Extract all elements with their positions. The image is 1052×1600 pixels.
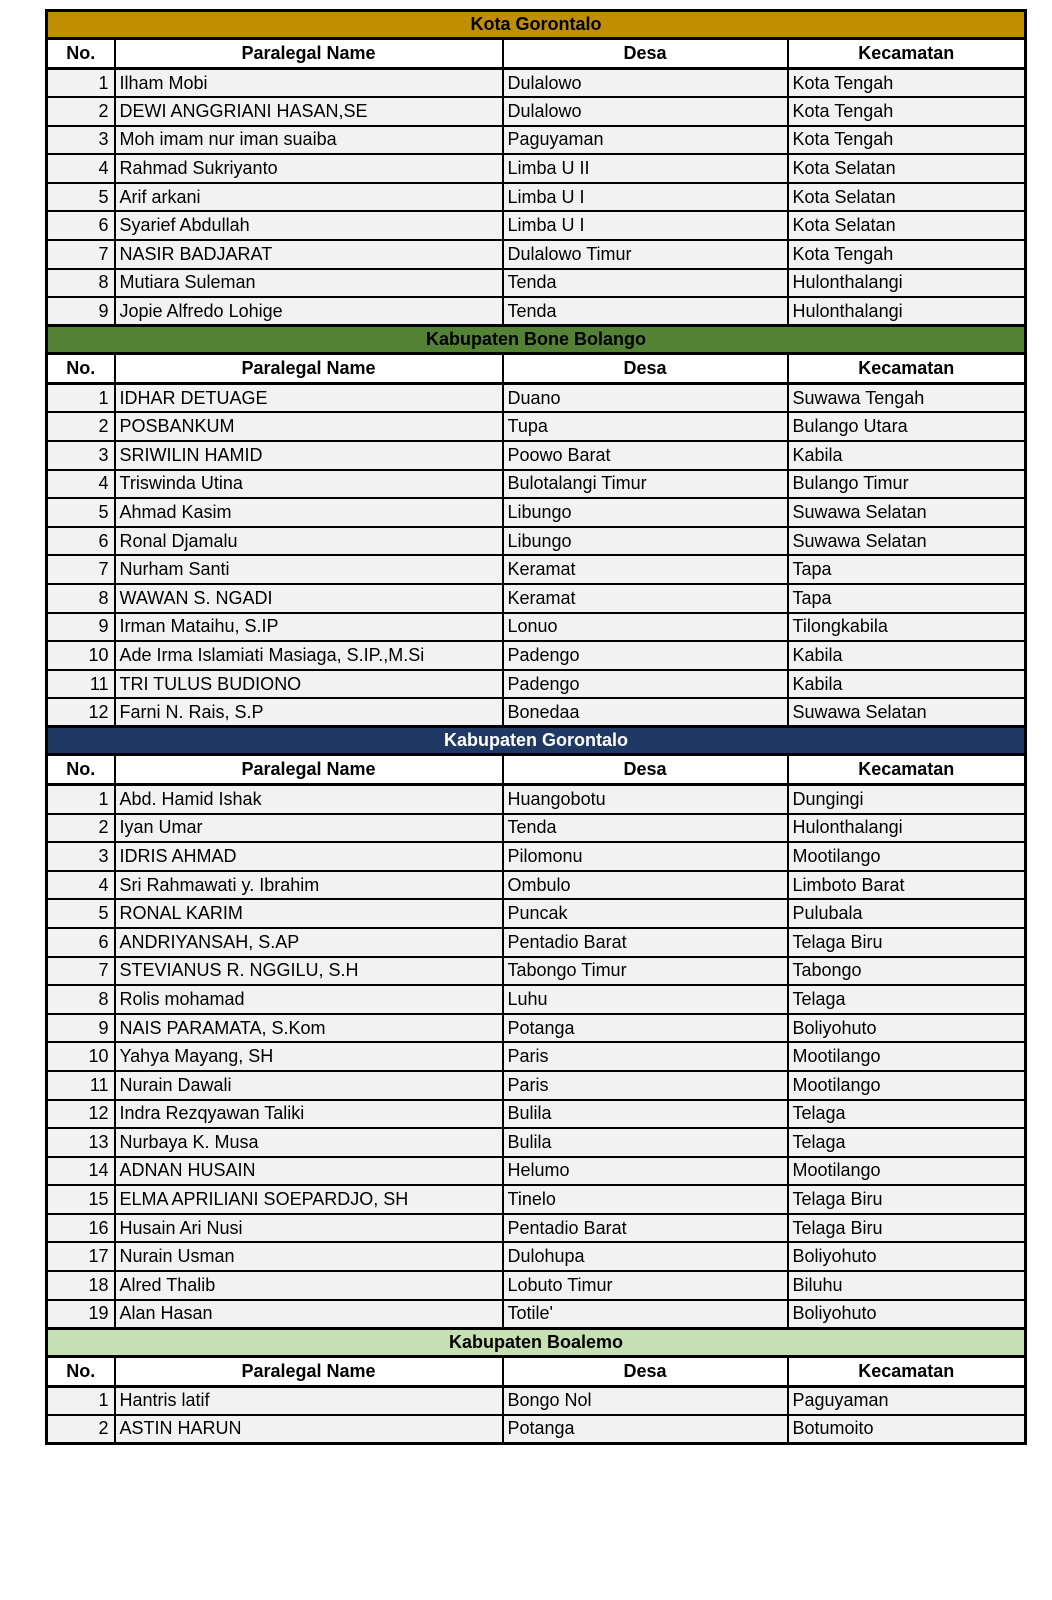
column-header-desa: Desa xyxy=(503,354,788,384)
table-row xyxy=(47,126,1026,155)
cell-paralegal-name: Syarief Abdullah xyxy=(115,211,503,240)
cell-paralegal-name: SRIWILIN HAMID xyxy=(115,441,503,470)
cell-no: 5 xyxy=(47,498,115,527)
cell-no: 13 xyxy=(47,1128,115,1157)
column-header-no: No. xyxy=(47,755,115,785)
cell-no: 16 xyxy=(47,1214,115,1243)
cell-kecamatan: Kabila xyxy=(788,641,1026,670)
cell-paralegal-name: Ahmad Kasim xyxy=(115,498,503,527)
cell-kecamatan: Tilongkabila xyxy=(788,613,1026,642)
cell-paralegal-name: Sri Rahmawati y. Ibrahim xyxy=(115,871,503,900)
table-row xyxy=(47,269,1026,298)
section-title: Kabupaten Bone Bolango xyxy=(47,326,1026,354)
cell-desa: Dulalowo Timur xyxy=(503,240,788,269)
cell-paralegal-name: Moh imam nur iman suaiba xyxy=(115,126,503,155)
cell-desa: Lobuto Timur xyxy=(503,1271,788,1300)
cell-kecamatan: Telaga xyxy=(788,985,1026,1014)
cell-desa: Libungo xyxy=(503,498,788,527)
cell-no: 2 xyxy=(47,1415,115,1444)
table-row xyxy=(47,1300,1026,1329)
cell-paralegal-name: ADNAN HUSAIN xyxy=(115,1157,503,1186)
cell-no: 4 xyxy=(47,154,115,183)
cell-no: 3 xyxy=(47,842,115,871)
cell-no: 12 xyxy=(47,1100,115,1129)
cell-paralegal-name: TRI TULUS BUDIONO xyxy=(115,670,503,699)
cell-desa: Bulotalangi Timur xyxy=(503,470,788,499)
cell-kecamatan: Kota Selatan xyxy=(788,211,1026,240)
cell-desa: Bongo Nol xyxy=(503,1386,788,1415)
cell-kecamatan: Kabila xyxy=(788,670,1026,699)
cell-kecamatan: Telaga Biru xyxy=(788,1185,1026,1214)
cell-paralegal-name: Indra Rezqyawan Taliki xyxy=(115,1100,503,1129)
cell-kecamatan: Suwawa Selatan xyxy=(788,498,1026,527)
table-row xyxy=(47,928,1026,957)
table-row xyxy=(47,154,1026,183)
column-header-no: No. xyxy=(47,39,115,69)
cell-desa: Pentadio Barat xyxy=(503,928,788,957)
cell-paralegal-name: Iyan Umar xyxy=(115,814,503,843)
cell-desa: Ombulo xyxy=(503,871,788,900)
cell-kecamatan: Bulango Timur xyxy=(788,470,1026,499)
table-row xyxy=(47,1100,1026,1129)
column-header-desa: Desa xyxy=(503,755,788,785)
cell-no: 1 xyxy=(47,69,115,98)
cell-desa: Keramat xyxy=(503,584,788,613)
table-row xyxy=(47,297,1026,326)
cell-no: 3 xyxy=(47,126,115,155)
cell-no: 2 xyxy=(47,814,115,843)
cell-desa: Limba U I xyxy=(503,211,788,240)
cell-paralegal-name: Yahya Mayang, SH xyxy=(115,1042,503,1071)
cell-no: 9 xyxy=(47,297,115,326)
cell-desa: Keramat xyxy=(503,555,788,584)
section-title: Kabupaten Gorontalo xyxy=(47,727,1026,755)
table-row xyxy=(47,1014,1026,1043)
table-row xyxy=(47,384,1026,413)
cell-no: 1 xyxy=(47,1386,115,1415)
cell-no: 4 xyxy=(47,470,115,499)
cell-kecamatan: Hulonthalangi xyxy=(788,814,1026,843)
cell-desa: Helumo xyxy=(503,1157,788,1186)
cell-kecamatan: Kota Tengah xyxy=(788,126,1026,155)
cell-kecamatan: Suwawa Selatan xyxy=(788,698,1026,727)
section-title: Kota Gorontalo xyxy=(47,11,1026,39)
cell-no: 5 xyxy=(47,899,115,928)
cell-paralegal-name: POSBANKUM xyxy=(115,412,503,441)
table-row xyxy=(47,785,1026,814)
cell-desa: Duano xyxy=(503,384,788,413)
table-row xyxy=(47,613,1026,642)
cell-desa: Pentadio Barat xyxy=(503,1214,788,1243)
cell-desa: Tinelo xyxy=(503,1185,788,1214)
cell-no: 4 xyxy=(47,871,115,900)
table-body xyxy=(47,11,1026,1444)
cell-desa: Dulohupa xyxy=(503,1242,788,1271)
table-row xyxy=(47,1386,1026,1415)
table-row xyxy=(47,1071,1026,1100)
cell-desa: Padengo xyxy=(503,641,788,670)
cell-kecamatan: Telaga xyxy=(788,1100,1026,1129)
cell-paralegal-name: Ilham Mobi xyxy=(115,69,503,98)
table-row xyxy=(47,1415,1026,1444)
cell-desa: Limba U I xyxy=(503,183,788,212)
cell-paralegal-name: Alred Thalib xyxy=(115,1271,503,1300)
section-header-row xyxy=(47,326,1026,354)
cell-paralegal-name: Triswinda Utina xyxy=(115,470,503,499)
cell-paralegal-name: ANDRIYANSAH, S.AP xyxy=(115,928,503,957)
column-header-row xyxy=(47,1356,1026,1386)
cell-no: 17 xyxy=(47,1242,115,1271)
table-row xyxy=(47,240,1026,269)
table-row xyxy=(47,1242,1026,1271)
cell-paralegal-name: NAIS PARAMATA, S.Kom xyxy=(115,1014,503,1043)
table-row xyxy=(47,842,1026,871)
cell-desa: Puncak xyxy=(503,899,788,928)
cell-paralegal-name: ASTIN HARUN xyxy=(115,1415,503,1444)
cell-desa: Pilomonu xyxy=(503,842,788,871)
cell-kecamatan: Kota Selatan xyxy=(788,183,1026,212)
table-row xyxy=(47,1042,1026,1071)
cell-kecamatan: Telaga Biru xyxy=(788,1214,1026,1243)
cell-no: 9 xyxy=(47,613,115,642)
cell-kecamatan: Suwawa Tengah xyxy=(788,384,1026,413)
table-row xyxy=(47,1271,1026,1300)
cell-desa: Luhu xyxy=(503,985,788,1014)
cell-desa: Libungo xyxy=(503,527,788,556)
cell-desa: Bonedaa xyxy=(503,698,788,727)
cell-paralegal-name: Jopie Alfredo Lohige xyxy=(115,297,503,326)
cell-kecamatan: Telaga Biru xyxy=(788,928,1026,957)
table-row xyxy=(47,412,1026,441)
table-row xyxy=(47,814,1026,843)
cell-kecamatan: Suwawa Selatan xyxy=(788,527,1026,556)
cell-paralegal-name: DEWI ANGGRIANI HASAN,SE xyxy=(115,97,503,126)
cell-paralegal-name: STEVIANUS R. NGGILU, S.H xyxy=(115,957,503,986)
cell-paralegal-name: ELMA APRILIANI SOEPARDJO, SH xyxy=(115,1185,503,1214)
cell-desa: Tupa xyxy=(503,412,788,441)
cell-kecamatan: Tabongo xyxy=(788,957,1026,986)
cell-desa: Huangobotu xyxy=(503,785,788,814)
cell-no: 2 xyxy=(47,97,115,126)
cell-kecamatan: Tapa xyxy=(788,555,1026,584)
cell-desa: Padengo xyxy=(503,670,788,699)
section-header-row xyxy=(47,11,1026,39)
cell-desa: Dulalowo xyxy=(503,97,788,126)
cell-kecamatan: Mootilango xyxy=(788,1071,1026,1100)
cell-desa: Limba U II xyxy=(503,154,788,183)
cell-kecamatan: Kota Tengah xyxy=(788,69,1026,98)
cell-no: 6 xyxy=(47,211,115,240)
cell-kecamatan: Kabila xyxy=(788,441,1026,470)
cell-desa: Bulila xyxy=(503,1128,788,1157)
cell-no: 14 xyxy=(47,1157,115,1186)
table-row xyxy=(47,183,1026,212)
cell-desa: Dulalowo xyxy=(503,69,788,98)
cell-desa: Potanga xyxy=(503,1415,788,1444)
column-header-no: No. xyxy=(47,1356,115,1386)
column-header-row xyxy=(47,39,1026,69)
column-header-paralegal-name: Paralegal Name xyxy=(115,354,503,384)
column-header-desa: Desa xyxy=(503,1356,788,1386)
cell-paralegal-name: IDRIS AHMAD xyxy=(115,842,503,871)
table-row xyxy=(47,698,1026,727)
cell-no: 1 xyxy=(47,785,115,814)
cell-paralegal-name: Arif arkani xyxy=(115,183,503,212)
cell-kecamatan: Mootilango xyxy=(788,842,1026,871)
cell-desa: Tenda xyxy=(503,297,788,326)
cell-kecamatan: Kota Tengah xyxy=(788,240,1026,269)
cell-kecamatan: Boliyohuto xyxy=(788,1300,1026,1329)
cell-kecamatan: Mootilango xyxy=(788,1042,1026,1071)
cell-no: 10 xyxy=(47,641,115,670)
cell-kecamatan: Mootilango xyxy=(788,1157,1026,1186)
cell-no: 3 xyxy=(47,441,115,470)
cell-no: 8 xyxy=(47,985,115,1014)
column-header-row xyxy=(47,354,1026,384)
column-header-paralegal-name: Paralegal Name xyxy=(115,755,503,785)
cell-no: 11 xyxy=(47,670,115,699)
table-row xyxy=(47,670,1026,699)
cell-no: 18 xyxy=(47,1271,115,1300)
cell-desa: Lonuo xyxy=(503,613,788,642)
paralegal-table xyxy=(45,9,1027,1445)
cell-no: 19 xyxy=(47,1300,115,1329)
cell-no: 6 xyxy=(47,527,115,556)
cell-paralegal-name: Mutiara Suleman xyxy=(115,269,503,298)
column-header-kecamatan: Kecamatan xyxy=(788,39,1026,69)
column-header-kecamatan: Kecamatan xyxy=(788,1356,1026,1386)
cell-paralegal-name: WAWAN S. NGADI xyxy=(115,584,503,613)
table-row xyxy=(47,1185,1026,1214)
cell-desa: Tabongo Timur xyxy=(503,957,788,986)
cell-paralegal-name: Nurbaya K. Musa xyxy=(115,1128,503,1157)
cell-kecamatan: Hulonthalangi xyxy=(788,297,1026,326)
cell-paralegal-name: Ronal Djamalu xyxy=(115,527,503,556)
column-header-row xyxy=(47,755,1026,785)
table-row xyxy=(47,97,1026,126)
table-row xyxy=(47,871,1026,900)
cell-kecamatan: Biluhu xyxy=(788,1271,1026,1300)
table-row xyxy=(47,470,1026,499)
table-row xyxy=(47,584,1026,613)
cell-kecamatan: Pulubala xyxy=(788,899,1026,928)
cell-paralegal-name: Rolis mohamad xyxy=(115,985,503,1014)
section-header-row xyxy=(47,727,1026,755)
cell-no: 7 xyxy=(47,957,115,986)
section-header-row xyxy=(47,1328,1026,1356)
table-row xyxy=(47,527,1026,556)
table-row xyxy=(47,555,1026,584)
cell-paralegal-name: Irman Mataihu, S.IP xyxy=(115,613,503,642)
table-row xyxy=(47,211,1026,240)
cell-kecamatan: Hulonthalangi xyxy=(788,269,1026,298)
cell-kecamatan: Paguyaman xyxy=(788,1386,1026,1415)
cell-kecamatan: Botumoito xyxy=(788,1415,1026,1444)
table-row xyxy=(47,69,1026,98)
table-row xyxy=(47,1128,1026,1157)
cell-desa: Totile' xyxy=(503,1300,788,1329)
cell-paralegal-name: Nurham Santi xyxy=(115,555,503,584)
cell-kecamatan: Tapa xyxy=(788,584,1026,613)
cell-no: 7 xyxy=(47,555,115,584)
table-row xyxy=(47,441,1026,470)
cell-kecamatan: Boliyohuto xyxy=(788,1014,1026,1043)
column-header-paralegal-name: Paralegal Name xyxy=(115,1356,503,1386)
cell-no: 11 xyxy=(47,1071,115,1100)
cell-kecamatan: Bulango Utara xyxy=(788,412,1026,441)
cell-paralegal-name: NASIR BADJARAT xyxy=(115,240,503,269)
cell-desa: Poowo Barat xyxy=(503,441,788,470)
cell-paralegal-name: Hantris latif xyxy=(115,1386,503,1415)
cell-desa: Paris xyxy=(503,1071,788,1100)
cell-no: 10 xyxy=(47,1042,115,1071)
cell-no: 9 xyxy=(47,1014,115,1043)
table-row xyxy=(47,985,1026,1014)
column-header-desa: Desa xyxy=(503,39,788,69)
table-row xyxy=(47,1214,1026,1243)
column-header-paralegal-name: Paralegal Name xyxy=(115,39,503,69)
column-header-no: No. xyxy=(47,354,115,384)
table-row xyxy=(47,1157,1026,1186)
cell-desa: Tenda xyxy=(503,814,788,843)
column-header-kecamatan: Kecamatan xyxy=(788,755,1026,785)
cell-kecamatan: Dungingi xyxy=(788,785,1026,814)
cell-no: 1 xyxy=(47,384,115,413)
cell-desa: Bulila xyxy=(503,1100,788,1129)
section-title: Kabupaten Boalemo xyxy=(47,1328,1026,1356)
cell-paralegal-name: Alan Hasan xyxy=(115,1300,503,1329)
cell-no: 5 xyxy=(47,183,115,212)
cell-no: 8 xyxy=(47,584,115,613)
cell-no: 7 xyxy=(47,240,115,269)
cell-paralegal-name: Nurain Dawali xyxy=(115,1071,503,1100)
cell-kecamatan: Kota Tengah xyxy=(788,97,1026,126)
cell-no: 6 xyxy=(47,928,115,957)
cell-kecamatan: Limboto Barat xyxy=(788,871,1026,900)
cell-desa: Paris xyxy=(503,1042,788,1071)
cell-no: 12 xyxy=(47,698,115,727)
column-header-kecamatan: Kecamatan xyxy=(788,354,1026,384)
cell-kecamatan: Kota Selatan xyxy=(788,154,1026,183)
cell-desa: Tenda xyxy=(503,269,788,298)
cell-paralegal-name: Rahmad Sukriyanto xyxy=(115,154,503,183)
cell-paralegal-name: Husain Ari Nusi xyxy=(115,1214,503,1243)
cell-paralegal-name: RONAL KARIM xyxy=(115,899,503,928)
cell-paralegal-name: Ade Irma Islamiati Masiaga, S.IP.,M.Si xyxy=(115,641,503,670)
cell-paralegal-name: Nurain Usman xyxy=(115,1242,503,1271)
cell-kecamatan: Telaga xyxy=(788,1128,1026,1157)
table-row xyxy=(47,498,1026,527)
cell-paralegal-name: Farni N. Rais, S.P xyxy=(115,698,503,727)
cell-paralegal-name: IDHAR DETUAGE xyxy=(115,384,503,413)
table-row xyxy=(47,957,1026,986)
cell-no: 2 xyxy=(47,412,115,441)
cell-no: 15 xyxy=(47,1185,115,1214)
cell-desa: Potanga xyxy=(503,1014,788,1043)
table-row xyxy=(47,899,1026,928)
cell-desa: Paguyaman xyxy=(503,126,788,155)
table-row xyxy=(47,641,1026,670)
cell-kecamatan: Boliyohuto xyxy=(788,1242,1026,1271)
cell-no: 8 xyxy=(47,269,115,298)
cell-paralegal-name: Abd. Hamid Ishak xyxy=(115,785,503,814)
